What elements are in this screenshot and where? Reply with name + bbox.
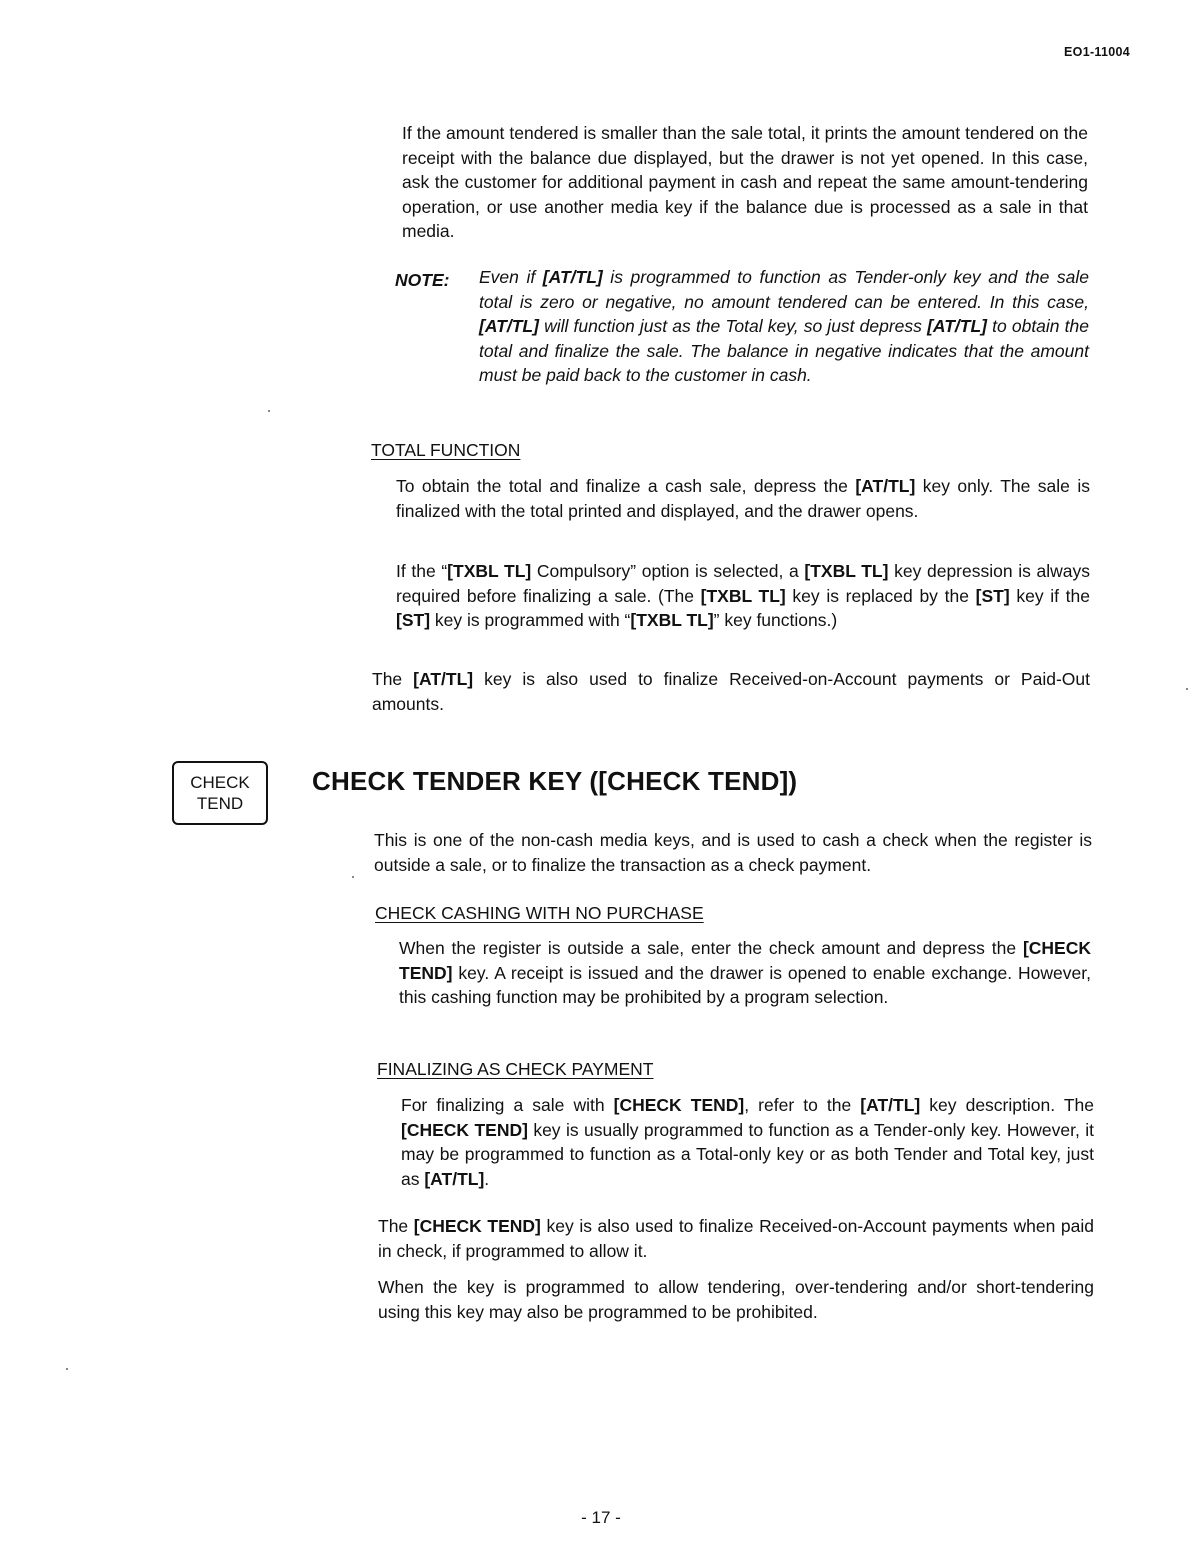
- amount-tendered-paragraph: If the amount tendered is smaller than the sale total, it prints the amount tendered on the receipt with the balance due displayed, but the drawer is not yet opened. In this case, ask the customer for additional payment in cash and repeat the same amount-tendering operation, or use another media key if the balance due is processed as a sale in that media.: [402, 123, 1088, 241]
- scan-speck: [268, 410, 270, 412]
- scan-speck: [352, 876, 354, 878]
- check-tend-intro: This is one of the non-cash media keys, and is used to cash a check when the register is outside a sale, or to finalize the transaction as a check payment.: [374, 830, 1092, 875]
- finalizing-check-paragraph: For finalizing a sale with [CHECK TEND], refer to the [AT/TL] key description. The [CHECK TEND] key is usually programmed to function as a Tender-only key. However, it may be programmed to function as a Total-only key or as both Tender and Total key, just as [AT/TL].: [401, 1095, 1094, 1189]
- scan-speck: [1186, 688, 1188, 690]
- check-tender-key-title: CHECK TENDER KEY ([CHECK TEND]): [312, 766, 798, 796]
- key-label-line-1: CHECK: [190, 773, 250, 792]
- check-tend-key-icon: [172, 761, 268, 825]
- over-short-tender-paragraph: When the key is programmed to allow tendering, over-tendering and/or short-tendering using this key may also be programmed to be prohibited.: [378, 1277, 1094, 1322]
- total-function-paragraph-1: To obtain the total and finalize a cash sale, depress the [AT/TL] key only. The sale is finalized with the total printed and displayed, and the drawer opens.: [396, 476, 1090, 521]
- check-cashing-heading: CHECK CASHING WITH NO PURCHASE: [375, 903, 704, 923]
- page-number: - 17 -: [581, 1508, 621, 1527]
- total-function-heading: TOTAL FUNCTION: [371, 440, 521, 460]
- key-label-line-2: TEND: [196, 794, 244, 813]
- check-cashing-paragraph: When the register is outside a sale, enter the check amount and depress the [CHECK TEND] key. A receipt is issued and the drawer is opened to enable exchange. However, this cashing function may be prohibited by a program selection.: [399, 938, 1091, 1007]
- note-text: Even if [AT/TL] is programmed to function as Tender-only key and the sale total is zero or negative, no amount tendered can be entered. In this case, [AT/TL] will function just as the Total key, so just depress [AT/TL] to obtain the total and finalize the sale. The balance in negative indicates that the amount must be paid back to the customer in cash.: [479, 267, 1089, 385]
- document-code: EO1-11004: [1064, 45, 1130, 59]
- scan-speck: [66, 1368, 68, 1370]
- total-function-paragraph-2: If the “[TXBL TL] Compulsory” option is selected, a [TXBL TL] key depression is always required before finalizing a sale. (The [TXBL TL] key is replaced by the [ST] key if the [ST] key is programmed with “[TXBL TL]” key functions.): [396, 561, 1090, 630]
- total-function-paragraph-3: The [AT/TL] key is also used to finalize Received-on-Account payments or Paid-Out amounts.: [372, 669, 1090, 714]
- check-tend-roa-paragraph: The [CHECK TEND] key is also used to finalize Received-on-Account payments when paid in check, if programmed to allow it.: [378, 1216, 1094, 1261]
- note-label: NOTE:: [395, 270, 450, 290]
- finalizing-check-heading: FINALIZING AS CHECK PAYMENT: [377, 1059, 654, 1079]
